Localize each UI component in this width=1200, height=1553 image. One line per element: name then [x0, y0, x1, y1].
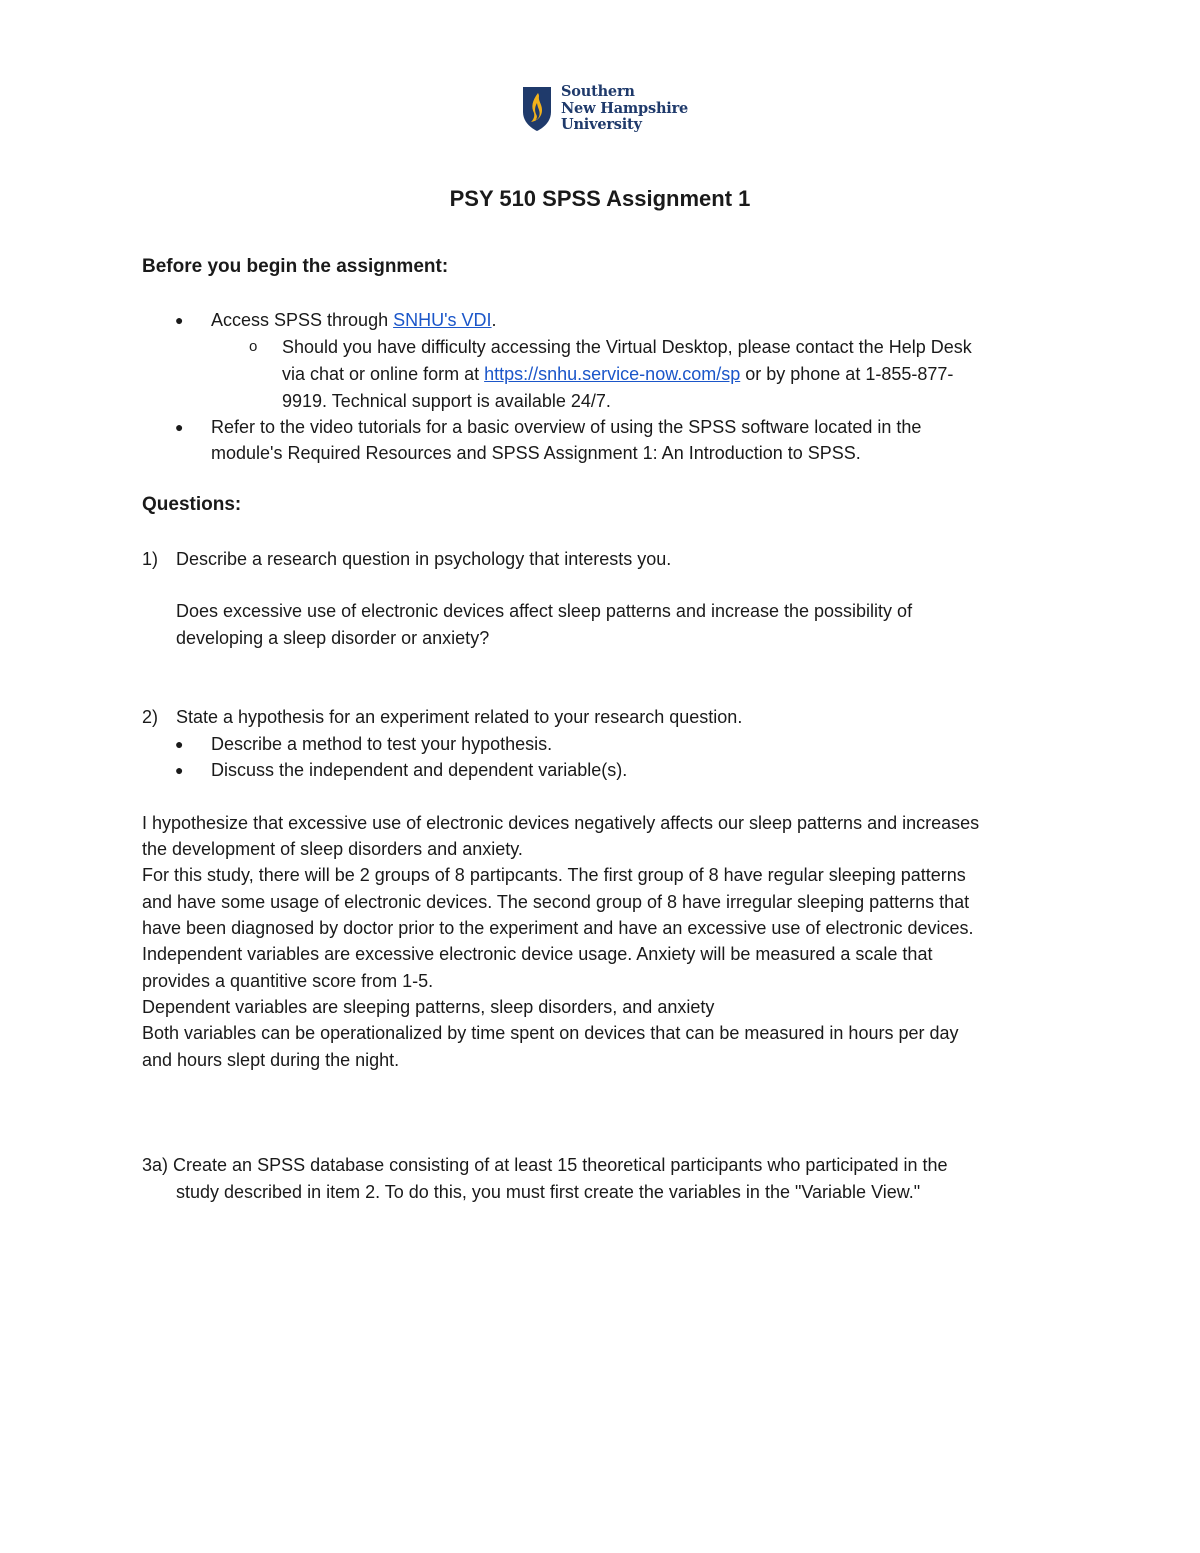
access-suffix: .	[491, 310, 497, 330]
q3a-line-2: study described in item 2. To do this, you must first create the variables in the "Variable View."	[176, 1182, 921, 1202]
answer2-line: Independent variables are excessive electronic device usage. Anxiety will be measured a scale that	[142, 944, 933, 964]
logo-line-1: Southern	[561, 83, 635, 100]
q1-number: 1)	[142, 549, 159, 569]
logo-line-2: New Hampshire	[561, 99, 689, 117]
sub-bullet-icon: o	[249, 338, 258, 355]
answer2-line: and have some usage of electronic devices. The second group of 8 have irregular sleeping patterns that	[142, 892, 970, 912]
help-desk-suffix: or by phone at 1-855-877-	[740, 364, 954, 384]
answer2-line: Dependent variables are sleeping patterns, sleep disorders, and anxiety	[142, 997, 715, 1017]
before-heading: Before you begin the assignment:	[142, 256, 449, 277]
help-desk-line-2	[282, 361, 953, 388]
answer2-line: have been diagnosed by doctor prior to the experiment and have an excessive use of electronic devices.	[142, 918, 974, 938]
q2-bullet-1: Describe a method to test your hypothesis.	[211, 734, 553, 754]
q3a-line-1: 3a) Create an SPSS database consisting of at least 15 theoretical participants who participated in the	[142, 1155, 948, 1175]
tutorials-line-1: Refer to the video tutorials for a basic overview of using the SPSS software located in the	[211, 417, 922, 437]
help-desk-prefix: via chat or online form at	[282, 364, 485, 384]
q2-bullet-2: Discuss the independent and dependent variable(s).	[211, 760, 628, 780]
logo-wordmark	[561, 84, 688, 134]
q1-text: Describe a research question in psychology that interests you.	[176, 549, 672, 569]
answer2-line: For this study, there will be 2 groups of 8 partipcants. The first group of 8 have regular sleeping patterns	[142, 865, 966, 885]
q1-answer-line-1: Does excessive use of electronic devices affect sleep patterns and increase the possibility of	[176, 601, 913, 621]
q1-answer-line-2: developing a sleep disorder or anxiety?	[176, 628, 490, 648]
access-prefix: Access SPSS through	[211, 310, 394, 330]
snhu-logo	[522, 84, 688, 134]
q2-text: State a hypothesis for an experiment related to your research question.	[176, 707, 743, 727]
service-now-link[interactable]: https://snhu.service-now.com/sp	[484, 364, 741, 384]
access-spss-line	[211, 307, 497, 334]
shield-flame-icon	[522, 86, 552, 132]
bullet-icon: ●	[175, 736, 184, 752]
answer2-line: I hypothesize that excessive use of electronic devices negatively affects our sleep patterns and increases	[142, 813, 980, 833]
help-desk-line-3: 9919. Technical support is available 24/7.	[282, 391, 611, 411]
answer2-line: the development of sleep disorders and anxiety.	[142, 839, 523, 859]
bullet-icon: ●	[175, 762, 184, 778]
bullet-icon: ●	[175, 419, 184, 435]
page-title: PSY 510 SPSS Assignment 1	[449, 186, 751, 211]
logo-line-3: University	[561, 116, 642, 133]
q2-number: 2)	[142, 707, 159, 727]
answer2-line: Both variables can be operationalized by time spent on devices that can be measured in hours per day	[142, 1023, 959, 1043]
vdi-link[interactable]: SNHU's VDI	[393, 310, 492, 330]
bullet-icon: ●	[175, 312, 184, 328]
tutorials-line-2: module's Required Resources and SPSS Assignment 1: An Introduction to SPSS.	[211, 443, 861, 463]
questions-heading: Questions:	[142, 494, 242, 515]
answer2-line: provides a quantitive score from 1-5.	[142, 971, 434, 991]
help-desk-line-1: Should you have difficulty accessing the Virtual Desktop, please contact the Help Desk	[282, 337, 972, 357]
answer2-line: and hours slept during the night.	[142, 1050, 400, 1070]
